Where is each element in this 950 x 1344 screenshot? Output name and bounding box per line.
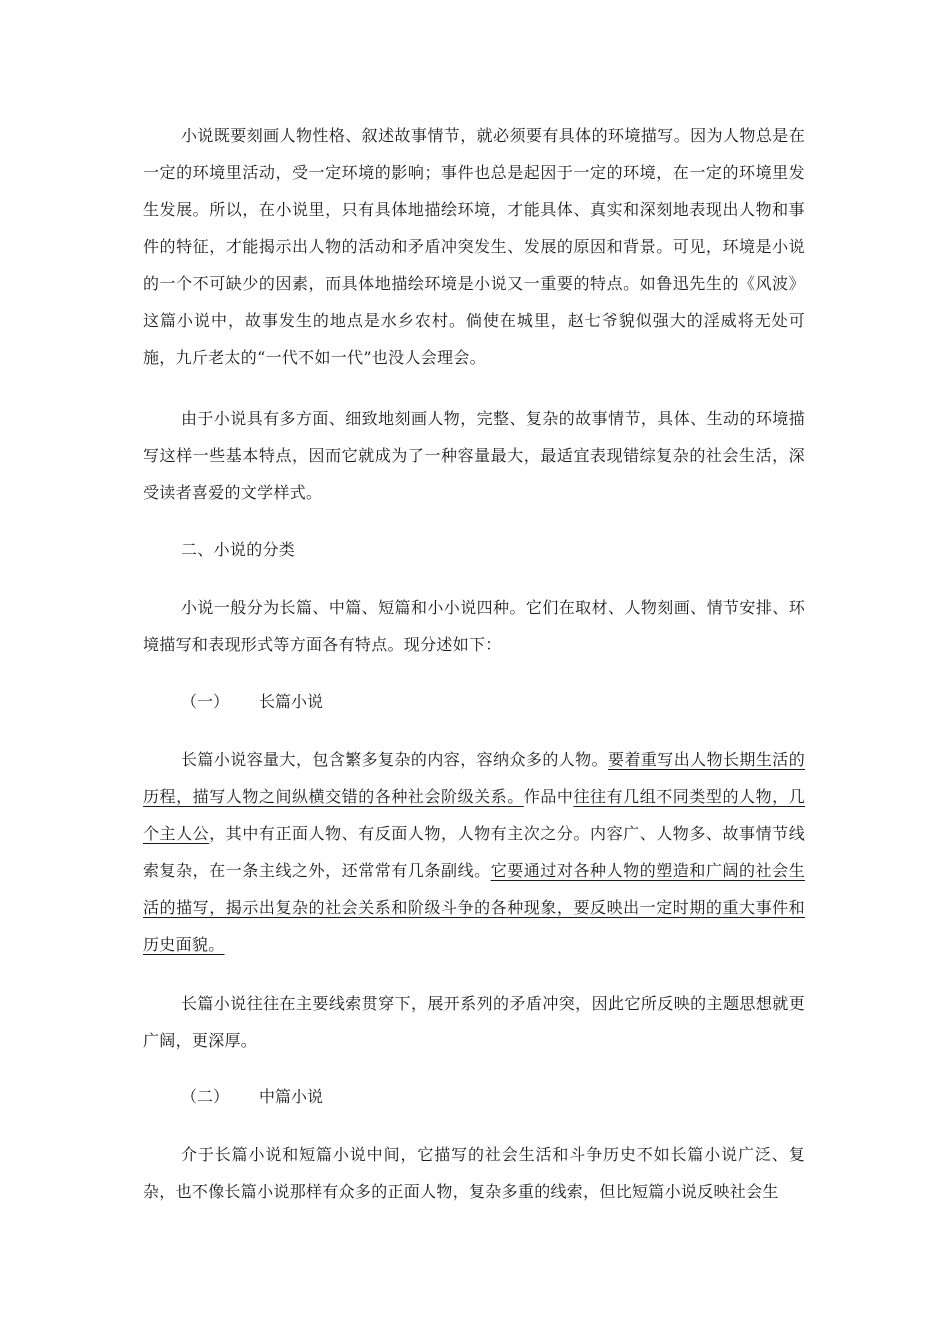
text-run: 作品中 [523,787,574,806]
paragraph-environment: 小说既要刻画人物性格、叙述故事情节，就必须要有具体的环境描写。因为人物总是在一定的环境里活动，受一定环境的影响；事件也总是起因于一定的环境，在一定的环境里发生发展。所以，在小说里，只有具体地描绘环境，才能具体、真实和深刻地表现出人物和事件的特征，才能揭示出人物的活动和矛盾冲突发生、发展的原因和背景。可见，环境是小说的一个不可缺少的因素，而具体地描绘环境是小说又一重要的特点。如鲁迅先生的《风波》这篇小说中，故事发生的地点是水乡农村。倘使在城里，赵七爷貌似强大的淫威将无处可施，九斤老太的“一代不如一代”也没人会理会。 [143,126,805,367]
subheading-number: （一） [181,692,230,711]
paragraph-features-summary: 由于小说具有多方面、细致地刻画人物，完整、复杂的故事情节，具体、生动的环境描写这样一些基本特点，因而它就成为了一种容量最大，最适宜表现错综复杂的社会生活，深受读者喜爱的文学样式。 [143,409,805,502]
subheading-title: 长篇小说 [259,692,324,711]
underlined-text: 要着重写出人物长期生活的历程，描写人物之间纵横交错的各种社会阶级关系。 [143,750,805,806]
paragraph-long-novel-theme: 长篇小说往往在主要线索贯穿下，展开系列的矛盾冲突，因此它所反映的主题思想就更广阔，更深厚。 [143,994,805,1050]
subheading-long-novel [181,683,323,720]
text-run: 长篇小说容量大，包含繁多复杂的内容，容纳众多的人物。 [181,750,609,769]
paragraph-medium-novel: 介于长篇小说和短篇小说中间，它描写的社会生活和斗争历史不如长篇小说广泛、复杂，也不像长篇小说那样有众多的正面人物，复杂多重的线索，但比短篇小说反映社会生 [143,1145,805,1201]
subheading-medium-novel [181,1078,323,1115]
paragraph-classification-intro: 小说一般分为长篇、中篇、短篇和小小说四种。它们在取材、人物刻画、情节安排、环境描写和表现形式等方面各有特点。现分述如下： [143,598,805,654]
subheading-number: （二） [181,1087,230,1106]
text-run: ，其中有正面人物、有反面人物，人物有主次之分。内容广、人物多、故事情节线索复杂，在一条主线之外，还常常有几条副线。 [143,824,805,880]
section-heading-classification: 二、小说的分类 [181,540,296,559]
subheading-title: 中篇小说 [259,1087,324,1106]
underlined-text: 往往有几组不同类型的人物，几个主人公 [143,787,805,843]
paragraph-long-novel [143,741,805,963]
underlined-text: 它要通过对各种人物的塑造和广阔的社会生活的描写，揭示出复杂的社会关系和阶级斗争的各种现象，要反映出一定时期的重大事件和历史面貌。 [143,861,805,954]
